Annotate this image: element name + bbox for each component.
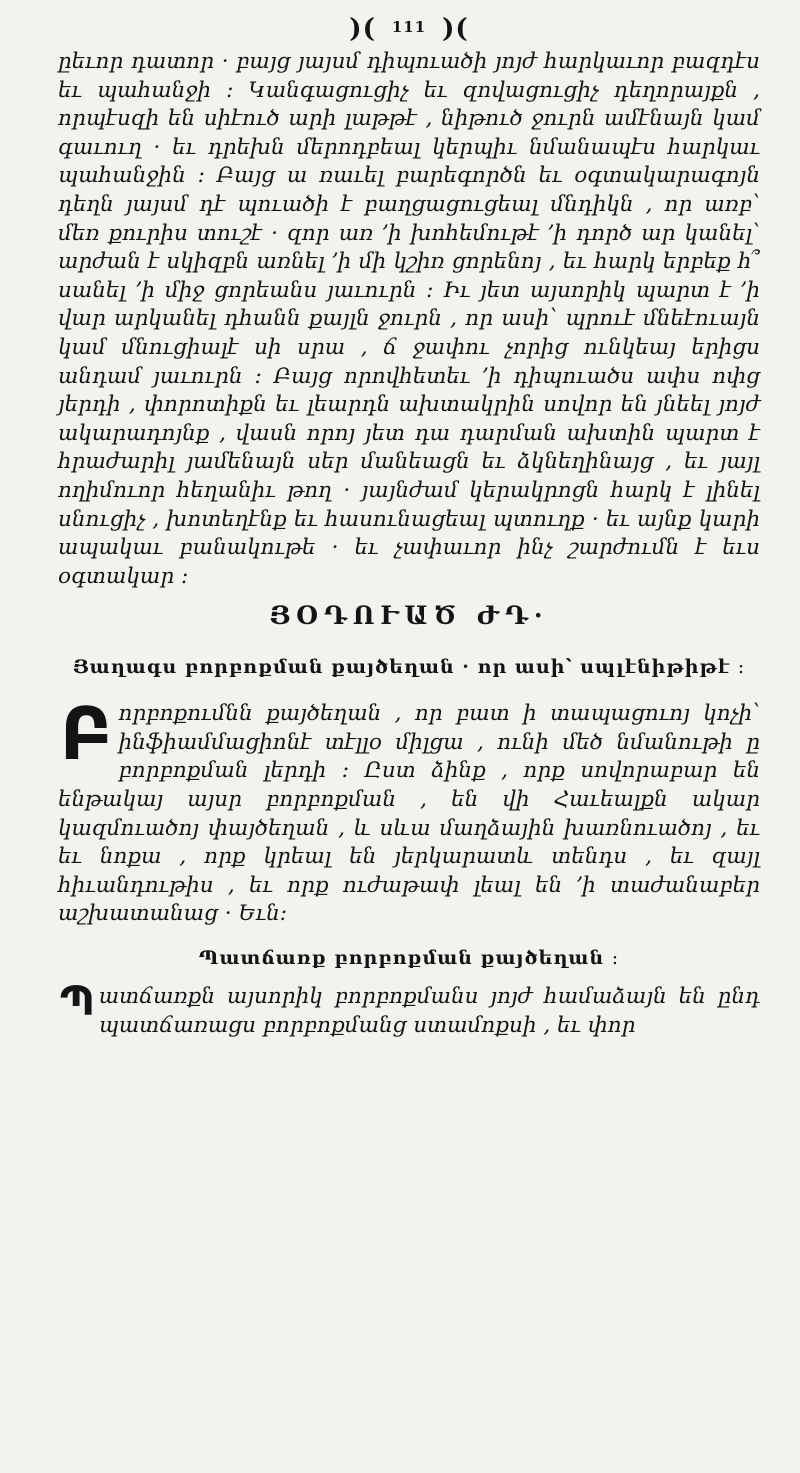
section-title: ՅՕԴՈՒԱԾ ԺԴ· [269, 601, 549, 631]
closing-dropcap: Պ [60, 979, 95, 1026]
section-paragraph-text: որբոքումնն քայծեղան , որ բատ ի տապացուոյ կոչի՝ ինֆիամմացիոնէ տէլլօ միլցա , ունի մեծ նմանութի ը բորբոքման լերդի ։ Ըստ ձինք , որք սովորաբար են ենթակայ այսր բորբոքման , են վի Հաւեալքն ակար կազմուածոյ փայծեղան , և սևա մաղձային խառնուածոյ , եւ եւ նոքա , որք կրեալ են յերկարատև տենդս , եւ զայլ հիւանդութիս , եւ որք ուժաթափ լեալ են ՚ի տաժանաբեր աշխատանաց · Եւն։ [58, 701, 760, 927]
page-number: 111 [391, 18, 427, 36]
running-head [58, 14, 760, 44]
section-dropcap: Բ [60, 692, 113, 777]
section-subtitle: Յաղագս բորբոքման քայծեղան · որ ասի՝ սպլէնիթիթէ ։ [72, 656, 746, 679]
section-paragraph [58, 692, 760, 929]
closing-paragraph [58, 979, 760, 1040]
intro-paragraph: ըեւոր դատոր · բայց յայսմ դիպուածի յոյժ հարկաւոր բազդէս եւ պահանջի ։ Կանգացուցիչ եւ զովացուցիչ դեղորայքն , որպէսզի են սիէուծ արի լաթթէ , նիթուծ ջուրն ամէնայն կամ գաւուղ · եւ դրեխն մերոդբեալ կերպիւ նմանապէս հարկաւ պահանջին ։ Բայց ա ռաւել բարեգործն եւ օգտակարագոյն դեղն յայսմ դէ պուածի է բաղցացուցեալ մնդիկն , որ առբ՝ մեռ քուրիս տուշէ · զոր առ ՚ի խոհեմութէ ՚ի դործ ար կանել՝ արժան է սկիզբն առնել ՚ի մի կշիռ ցորենոյ , եւ հարկ երբեք հ՞ սանել ՚ի միջ ցորեանս յաւուրն ։ Իւ յետ այսորիկ պարտ է ՚ի վար արկանել դհանն քայլն ջուրն , որ ասի՝ պրուէ մնեէուայն կամ մնուցիալէ սի սրա , ճ ջափու չորից ունկեայ երիցս անդամ յաւուրն ։ Բայց որովհետեւ ՚ի դիպուածս ափս ոփց յերդի , փորոտիքն եւ լեարդն ախտակրին սովոր են յնեել յոյժ ակարադոյնք , վասն որոյ յետ դա դարման ախտին պարտ է հրաժարիլ յամենայն սեր մանեացն եւ ձկնեղինայց , եւ յայլ ողիմուոր հեղանիւ թող · յայնժամ կերակրոցն հարկ է լինել սնուցիչ , խոտեղէնք եւ հասունացեալ պտուղք · եւ այնք կարի ապակաւ բանակութե · եւ չափաւոր ինչ շարժումն է եւս օգտակար ։ [58, 49, 760, 589]
closing-paragraph-text: ատճառքն այսորիկ բորբոքմանս յոյժ համաձայն են ընդ պատճառացս բորբոքմանց ստամոքսի , եւ փոր [98, 984, 760, 1038]
subheading: Պատճառք բորբոքման քայծեղան ։ [198, 947, 620, 970]
right-ornament: )( [442, 14, 469, 44]
left-ornament: )( [349, 14, 376, 44]
